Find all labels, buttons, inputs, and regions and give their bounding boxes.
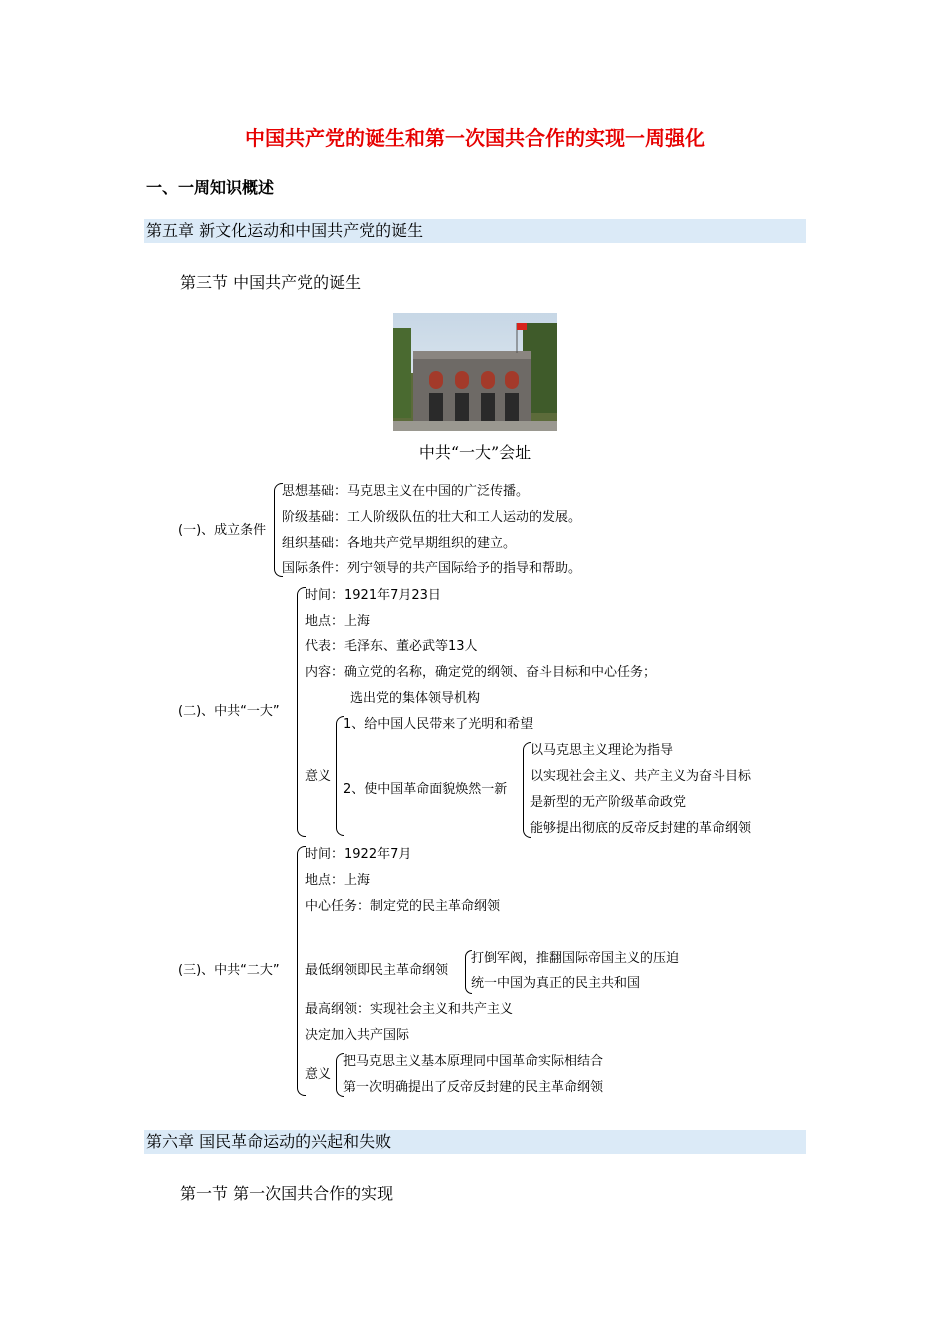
d1-item: 思想基础：马克思主义在中国的广泛传播。 xyxy=(282,484,530,499)
d2-label: (二)、中共“一大” xyxy=(178,704,280,719)
d3-min-item: 统一中国为真正的民主共和国 xyxy=(471,976,641,991)
photo-caption: 中共“一大”会址 xyxy=(418,443,532,462)
d2-sub-item: 能够提出彻底的反帝反封建的革命纲领 xyxy=(530,821,752,836)
d2-sig-brace xyxy=(336,716,344,836)
d2-sig-item: 2、使中国革命面貌焕然一新 xyxy=(343,782,508,797)
d2-content-cont: 选出党的集体领导机构 xyxy=(350,691,481,706)
d2-sig-label: 意义 xyxy=(305,769,332,784)
d3-sig-label: 意义 xyxy=(305,1067,332,1082)
d1-label: (一)、成立条件 xyxy=(178,523,267,538)
section-heading: 一、一周知识概述 xyxy=(146,178,275,197)
meeting-site-photo xyxy=(393,313,557,431)
d2-place: 地点：上海 xyxy=(305,614,371,629)
d3-task: 中心任务：制定党的民主革命纲领 xyxy=(305,899,501,914)
d2-sub-item: 以实现社会主义、共产主义为奋斗目标 xyxy=(530,769,752,784)
d2-sub-item: 以马克思主义理论为指导 xyxy=(530,743,674,758)
d3-join: 决定加入共产国际 xyxy=(305,1028,410,1043)
chapter-five-banner: 第五章 新文化运动和中国共产党的诞生 xyxy=(144,219,806,243)
d3-min: 最低纲领即民主革命纲领 xyxy=(305,963,449,978)
d3-place: 地点：上海 xyxy=(305,873,371,888)
d2-rep: 代表：毛泽东、董必武等13人 xyxy=(305,639,478,654)
d3-label: (三)、中共“二大” xyxy=(178,963,280,978)
d2-time: 时间：1921年7月23日 xyxy=(305,588,441,603)
d2-sig-item: 1、给中国人民带来了光明和希望 xyxy=(343,717,534,732)
d3-sig-item: 第一次明确提出了反帝反封建的民主革命纲领 xyxy=(343,1080,604,1095)
d3-sig-item: 把马克思主义基本原理同中国革命实际相结合 xyxy=(343,1054,604,1069)
d3-min-item: 打倒军阀，推翻国际帝国主义的压迫 xyxy=(471,951,680,966)
d1-item: 国际条件：列宁领导的共产国际给予的指导和帮助。 xyxy=(282,561,582,576)
d3-time: 时间：1922年7月 xyxy=(305,847,412,862)
page-title: 中国共产党的诞生和第一次国共合作的实现一周强化 xyxy=(245,126,705,150)
d2-content: 内容：确立党的名称，确定党的纲领、奋斗目标和中心任务； xyxy=(305,665,657,680)
d1-item: 阶级基础：工人阶级队伍的壮大和工人运动的发展。 xyxy=(282,510,582,525)
d2-sub-item: 是新型的无产阶级革命政党 xyxy=(530,795,687,810)
d3-max: 最高纲领：实现社会主义和共产主义 xyxy=(305,1002,514,1017)
section-three-title: 第三节 中国共产党的诞生 xyxy=(180,273,362,292)
d1-item: 组织基础：各地共产党早期组织的建立。 xyxy=(282,536,517,551)
section-one-title: 第一节 第一次国共合作的实现 xyxy=(180,1184,394,1203)
chapter-six-banner: 第六章 国民革命运动的兴起和失败 xyxy=(144,1130,806,1154)
